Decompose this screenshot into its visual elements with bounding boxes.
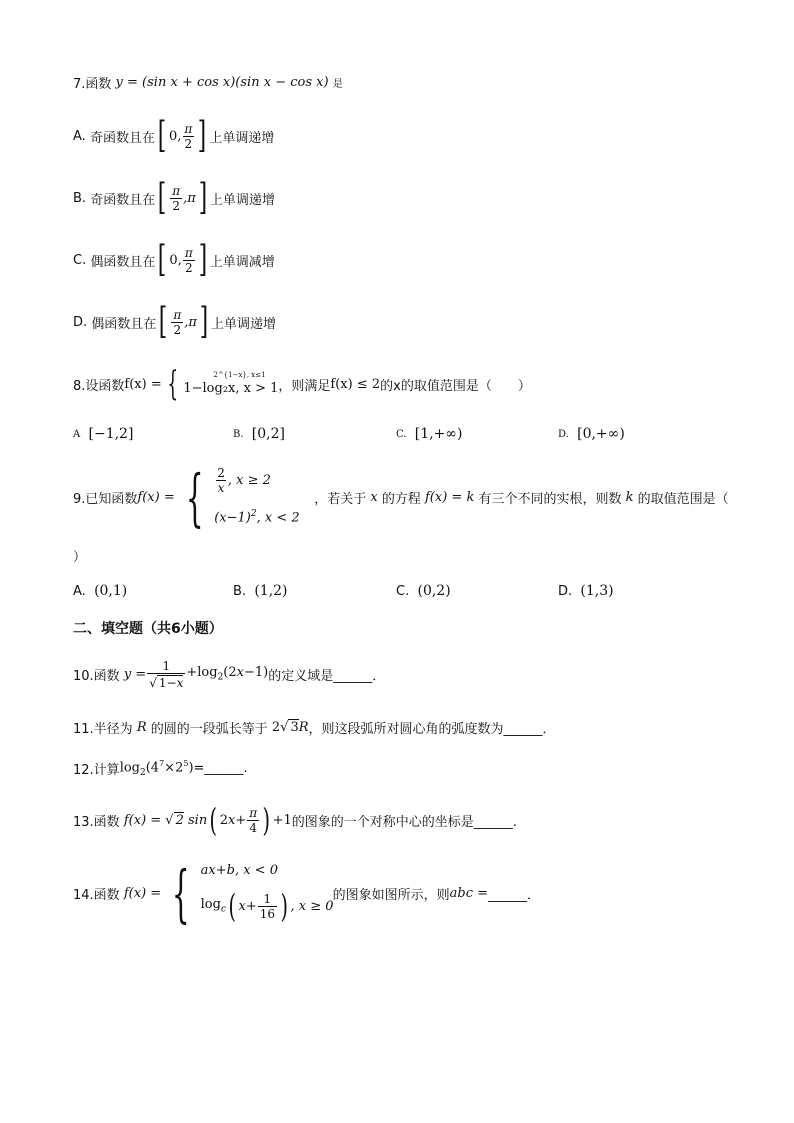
option-text: 上单调减增 xyxy=(209,254,275,270)
q7-option-b[interactable]: B. 奇函数且在 [ $\frac{\pi}{2}$ ,π ] 上单调递增 xyxy=(73,177,275,218)
q9-close-paren: ） xyxy=(73,549,87,565)
q9-option-d[interactable]: D. (1,3) xyxy=(558,583,614,599)
question-10: 10.函数 y = $\frac{1}{√ 1-x}$ $+\log_2(2x-1)$ 的定义域是______． xyxy=(73,658,386,690)
fraction: $\frac{\pi}{2}$ xyxy=(184,121,193,151)
bracket-right: ] xyxy=(198,177,208,218)
option-label: D. xyxy=(73,314,88,330)
q8-prefix: 8.设函数 xyxy=(73,378,125,394)
q7-prefix: 7.函数 xyxy=(73,76,112,92)
option-text: 上单调递增 xyxy=(209,192,275,208)
q8-option-a[interactable]: A [−1,2] xyxy=(73,426,134,442)
q8-option-d[interactable]: D. [0,+∞) xyxy=(558,426,625,442)
question-13: 13.函数 f(x) = √ 2 sin ( 2x+ $\frac{\pi}{4}$ ) +1 的图象的一个对称中心的坐标是______. xyxy=(73,801,517,839)
q9-option-a[interactable]: A. (0,1) xyxy=(73,583,128,599)
fraction: $\frac{\pi}{2}$ xyxy=(184,245,193,275)
q8-option-c[interactable]: C. [1,+∞) xyxy=(396,426,463,442)
option-text: 奇函数且在 xyxy=(90,192,156,208)
q9-option-c[interactable]: C. (0,2) xyxy=(396,583,451,599)
question-12: 12.计算 $\log_2(4^7\times 2^5)$ =______. xyxy=(73,758,248,778)
q7-suffix: 是 xyxy=(332,78,343,90)
option-text: 偶函数且在 xyxy=(91,316,157,332)
paren-right: ) xyxy=(262,801,271,839)
paren-left: ( xyxy=(209,801,218,839)
option-text: 上单调递增 xyxy=(210,316,276,332)
question-11: 11.半径为 R 的圆的一段弧长等于 2√ 3R ，则这段弧所对圆心角的弧度数为______． xyxy=(73,719,556,737)
fraction: $\frac{\pi}{2}$ xyxy=(173,307,182,337)
brace-icon: { xyxy=(185,460,204,534)
piecewise: 2^{1−x}, x≤1 1−log₂x, x > 1 xyxy=(183,371,279,396)
fraction: $\frac{1}{√ 1-x}$ xyxy=(149,658,184,690)
bracket-left: [ xyxy=(157,115,167,156)
q7-formula: y = (sin x + cos x)(sin x − cos x) xyxy=(111,74,329,90)
q7-option-c[interactable]: C. 偶函数且在 [ 0, $\frac{\pi}{2}$ ] 上单调减增 xyxy=(73,239,275,280)
bracket-left: [ xyxy=(158,239,167,280)
question-7-stem xyxy=(73,72,343,92)
fraction: $\frac{\pi}{4}$ xyxy=(249,805,258,835)
question-14: 14.函数 f(x) = { ax+b, x < 0 $\log_c$ ( x+ $\frac{1}{16}$ ) , x ≥ 0 的图象如图所示，则 abc = ______． xyxy=(73,856,541,930)
option-label: C. xyxy=(73,252,87,268)
q7-option-d[interactable]: D. 偶函数且在 [ $\frac{\pi}{2}$ ,π ] 上单调递增 xyxy=(73,301,276,342)
question-8-stem: 8.设函数 f(x) = { 2^{1−x}, x≤1 1−log₂x, x > 1 ，则满足 f(x) ≤ 2 的x的取值范围是（ ） xyxy=(73,364,531,404)
q9-option-b[interactable]: B. (1,2) xyxy=(233,583,288,599)
piecewise: $\frac{2}{x}$ , x ≥ 2 $(x-1)^2$, x < 2 xyxy=(214,466,300,526)
fraction: $\frac{\pi}{2}$ xyxy=(172,183,181,213)
question-9-stem: 9.已知函数 f(x) = { $\frac{2}{x}$ , x ≥ 2 $(x-1)^2$, x < 2 ，若关于 x 的方程 f(x) = k 有三个不同的实根，则数 k 的取值范围是（ xyxy=(73,460,729,534)
option-text: 奇函数且在 xyxy=(89,130,155,146)
piecewise: ax+b, x < 0 $\log_c$ ( x+ $\frac{1}{16}$ ) , x ≥ 0 xyxy=(200,863,334,925)
bracket-right: ] xyxy=(198,115,207,156)
bracket-right: ] xyxy=(199,301,209,342)
option-text: 上单调递增 xyxy=(209,130,275,146)
bracket-left: [ xyxy=(158,177,167,218)
q7-option-a[interactable]: A. 奇函数且在 [ 0, $\frac{\pi}{2}$ ] 上单调递增 xyxy=(73,115,275,156)
bracket-right: ] xyxy=(198,239,207,280)
brace-icon: { xyxy=(167,364,178,404)
option-label: A. xyxy=(73,128,86,144)
q8-option-b[interactable]: B. [0,2] xyxy=(233,426,285,442)
section-heading: 二、填空题（共6小题） xyxy=(73,621,223,637)
bracket-left: [ xyxy=(159,301,168,342)
option-text: 偶函数且在 xyxy=(90,254,156,270)
brace-icon: { xyxy=(172,856,190,930)
option-label: B. xyxy=(73,190,87,206)
